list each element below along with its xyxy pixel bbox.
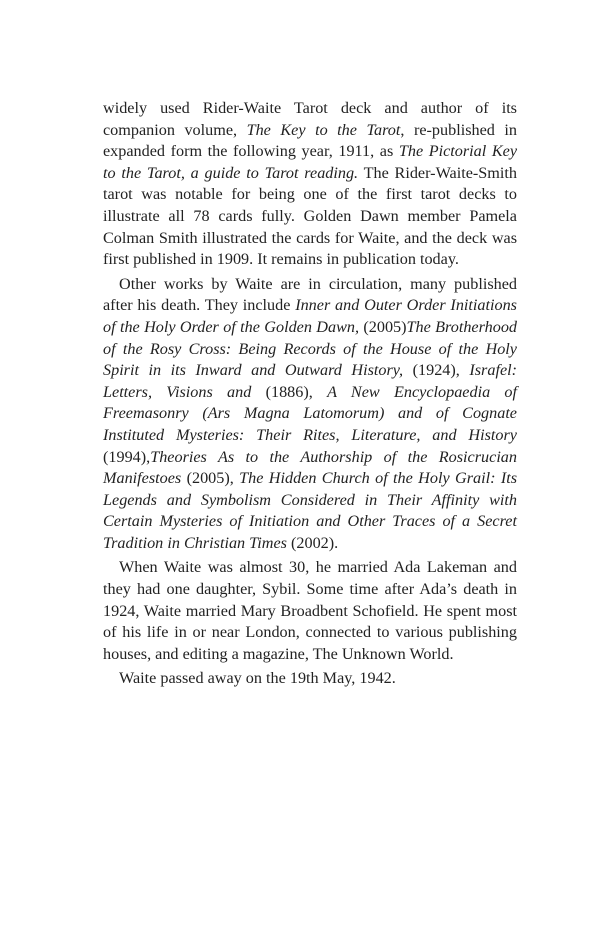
italic-title: The Pictorial Key to the Tarot, a guide to Tarot reading. [103,142,518,182]
italic-title: Inner and Outer Order Initiations of the Holy Order of the Golden Dawn, [103,296,517,336]
text-segment: widely used Rider-Waite Tarot deck and author of its companion volume, [103,99,517,139]
italic-title: The Hidden Church of the Holy Grail: Its Legends and Symbolism Considered in Their Affinity with Certain Mysteries of Initiation and Other Traces of a Secret Tradition in Christian Times [103,469,518,552]
text-segment: When Waite was almost 30, he married Ada Lakeman and they had one daughter, Sybil. Some time after Ada’s death in 1924, Waite married Mary Broadbent Schofield. He spent most of his life in or near London, connected to various publishing houses, and editing a magazine, The Unknown World. [103,558,517,663]
page-body [103,98,517,693]
paragraph-rider-waite-deck [103,98,517,271]
text-segment: (1994), [103,447,151,466]
italic-title: The Brotherhood of the Rosy Cross: Being Records of the House of the Holy Spirit in its Inward and Outward History, [103,317,518,380]
paragraph-death [103,668,517,690]
text-segment: (2005) [359,317,407,336]
paragraph-other-works [103,274,517,555]
text-segment: (1924), [403,361,470,380]
text-segment: (2005), [181,469,240,488]
text-segment: (1886), [251,382,328,401]
paragraph-marriage [103,557,517,665]
text-segment: , re-published in expanded form the following year, 1911, as [103,120,517,161]
text-segment: (2002). [286,533,339,552]
italic-title: Theories As to the Authorship of the Rosicrucian Manifestoes [103,447,517,488]
text-segment: Other works by Waite are in circulation, many published after his death. They include [103,274,517,315]
italic-title: A New Encyclopaedia of Freemasonry (Ars Magna Latomorum) and of Cognate Instituted Mysteries: Their Rites, Literature, and History [103,382,518,444]
text-segment: The Rider-Waite-Smith tarot was notable for being one of the first tarot decks to illustrate all 78 cards fully. Golden Dawn member Pamela Colman Smith illustrated the cards for Waite, and the deck was first published in 1909. It remains in publication today. [103,163,517,269]
italic-title: Israfel: Letters, Visions and [103,361,518,401]
italic-title: The Key to the Tarot [246,120,401,139]
text-segment: Waite passed away on the 19th May, 1942. [119,669,396,688]
